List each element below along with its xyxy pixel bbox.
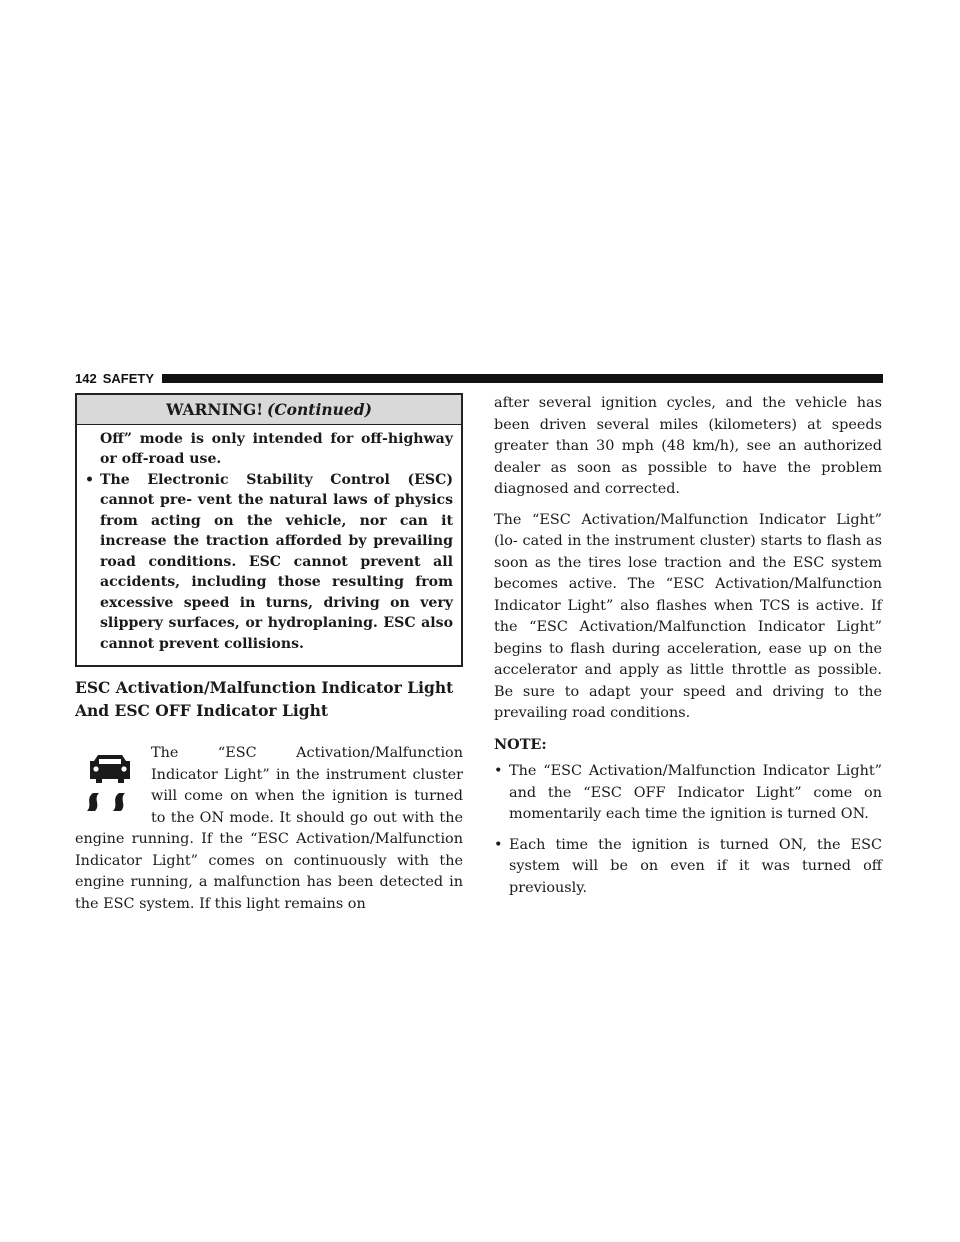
note-text: Each time the ignition is turned ON, the ESC system will be on even if it was turned off previously. xyxy=(509,836,882,896)
paragraph-continuation: after several ignition cycles, and the vehicle has been driven several miles (kilometers) at speeds greater than 30 mph (48 km/h), see an authorized dealer as soon as possible to have the problem diagnosed and corrected. xyxy=(494,395,882,497)
section-title: SAFETY xyxy=(102,370,154,386)
warning-bullet-text: The Electronic Stability Control (ESC) cannot pre- vent the natural laws of physics from acting on the vehicle, nor can it increase the traction afforded by prevailing road conditions. ESC cannot prevent all accidents, including those resulting from excessive speed in turns, driving on very slippery surfaces, or hydroplaning. ESC also cannot prevent collisions. xyxy=(100,471,453,652)
intro-paragraph: The “ESC Activation/Malfunction Indicator Light” in the instrument cluster will come on when the ignition is turned to the ON mode. It should go out with the engine running. If the “ESC Activation/Malfunction Indicator Light” comes on continuously with the engine running, a malfunction has been detected in the ESC system. If this light remains on xyxy=(75,745,463,912)
bullet-icon: • xyxy=(494,836,503,853)
header-rule xyxy=(162,374,883,383)
page-number: 142 xyxy=(75,370,97,386)
warning-continued: (Continued) xyxy=(267,400,372,419)
warning-header xyxy=(77,395,461,425)
note-item xyxy=(494,761,882,826)
left-column xyxy=(75,393,463,915)
bullet-icon: • xyxy=(494,763,503,779)
note-item xyxy=(494,835,882,900)
right-column xyxy=(494,393,882,908)
note-text: The “ESC Activation/Malfunction Indicator Light” and the “ESC OFF Indicator Light” come on momentarily each time the ignition is turned ON. xyxy=(509,763,882,822)
bullet-icon: • xyxy=(85,471,95,488)
section-heading: ESC Activation/Malfunction Indicator Light And ESC OFF Indicator Light xyxy=(75,678,454,720)
intro-block xyxy=(75,743,463,915)
warning-bullet xyxy=(85,470,453,655)
warning-body xyxy=(77,425,461,655)
esc-skidding-car-icon xyxy=(83,753,137,813)
paragraph-flashing: The “ESC Activation/Malfunction Indicator Light” (lo- cated in the instrument cluster) starts to flash as soon as the tires lose traction and the ESC system becomes active. The “ESC Activation/Malfunction Indicator Light” also flashes when TCS is active. If the “ESC Activation/Malfunction Indicator Light” begins to flash during acceleration, ease up on the accelerator and apply as little throttle as possible. Be sure to adapt your speed and driving to the prevailing road conditions. xyxy=(494,511,882,721)
page-header xyxy=(75,370,883,386)
warning-continuation-text: Off” mode is only intended for off-highway or off-road use. xyxy=(100,430,453,467)
note-label: NOTE: xyxy=(494,735,547,753)
warning-title: WARNING! xyxy=(166,400,264,419)
warning-box xyxy=(75,393,463,667)
